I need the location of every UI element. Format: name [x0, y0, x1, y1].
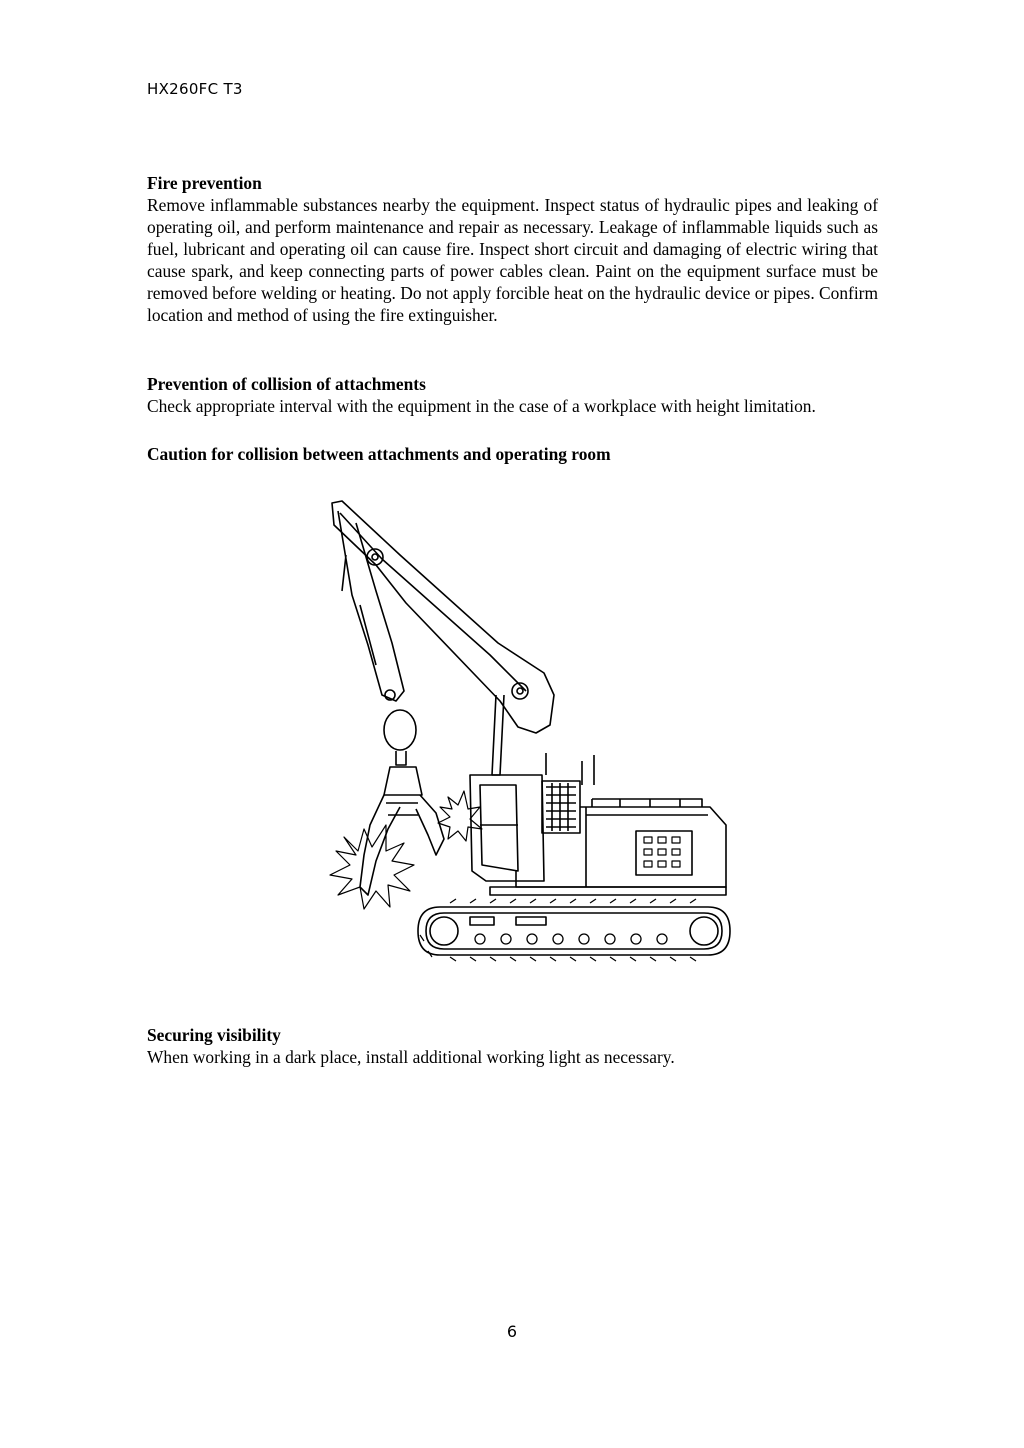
excavator-collision-illustration — [320, 495, 740, 975]
section-heading: Prevention of collision of attachments — [147, 374, 426, 394]
section-collision-prevention — [147, 373, 878, 417]
section-body: When working in a dark place, install additional working light as necessary. — [147, 1047, 675, 1067]
section-heading: Caution for collision between attachments and operating room — [147, 444, 611, 464]
section-heading: Securing visibility — [147, 1025, 281, 1045]
section-fire-prevention — [147, 172, 878, 326]
section-body: Check appropriate interval with the equipment in the case of a workplace with height limitation. — [147, 396, 816, 416]
section-heading: Fire prevention — [147, 173, 262, 193]
page-number: 6 — [506, 1322, 518, 1341]
section-caution-collision — [147, 443, 878, 465]
section-securing-visibility — [147, 1024, 878, 1068]
section-body: Remove inflammable substances nearby the equipment. Inspect status of hydraulic pipes and leaking of operating oil, and perform maintenance and repair as necessary. Leakage of inflammable liquids such as fuel, lubricant and operating oil can cause fire. Inspect short circuit and damaging of electric wiring that cause spark, and keep connecting parts of power cables clean. Paint on the equipment surface must be removed before welding or heating. Do not apply forcible heat on the hydraulic device or pipes. Confirm location and method of using the fire extinguisher. — [147, 195, 878, 325]
document-header-code: HX260FC T3 — [147, 80, 243, 98]
